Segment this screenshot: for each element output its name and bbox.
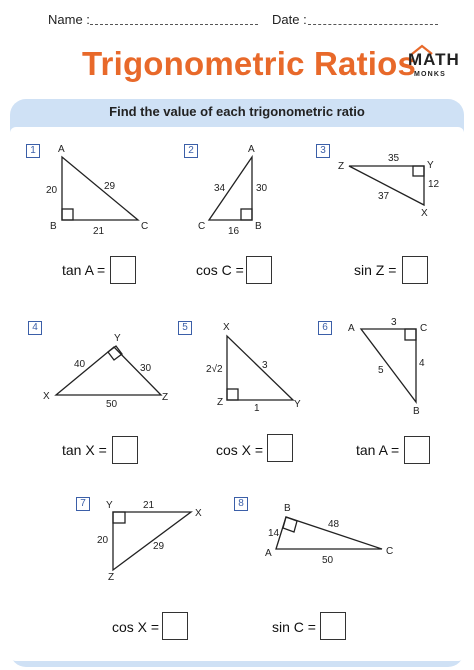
vertex-label: X: [421, 208, 428, 219]
vertex-label: C: [198, 221, 206, 232]
math-monks-logo: [408, 44, 458, 82]
side-label: 50: [322, 555, 334, 566]
problem-number-4: 4: [28, 321, 42, 335]
side-label: 2√2: [206, 364, 223, 375]
answer-box-5[interactable]: [267, 434, 293, 462]
side-label: 4: [419, 358, 425, 369]
vertex-label: X: [195, 508, 202, 519]
vertex-label: A: [58, 144, 65, 155]
worksheet-area: [10, 127, 464, 661]
answer-box-1[interactable]: [110, 256, 136, 284]
problem-number-3: 3: [316, 144, 330, 158]
side-label: 37: [378, 191, 390, 202]
vertex-label: Z: [338, 161, 345, 172]
problem-number-1: 1: [26, 144, 40, 158]
vertex-label: Y: [114, 333, 121, 344]
side-label: 29: [104, 181, 116, 192]
vertex-label: B: [50, 221, 57, 232]
side-label: 21: [143, 500, 155, 511]
question-6: tan A =: [356, 442, 400, 458]
side-label: 34: [214, 183, 226, 194]
vertex-label: C: [420, 323, 428, 334]
logo-word: MATH: [408, 50, 460, 69]
vertex-label: X: [223, 322, 230, 333]
question-2: cos C =: [196, 262, 244, 278]
vertex-label: A: [248, 144, 255, 155]
side-label: 12: [428, 179, 440, 190]
side-label: 50: [106, 399, 118, 410]
date-field[interactable]: [308, 24, 438, 25]
problem-number-7: 7: [76, 497, 90, 511]
question-1: tan A =: [62, 262, 106, 278]
vertex-label: Y: [427, 160, 434, 171]
side-label: 3: [262, 360, 268, 371]
header: [0, 10, 474, 32]
side-label: 1: [254, 403, 260, 414]
question-7: cos X =: [112, 619, 160, 635]
date-label: Date :: [272, 12, 307, 27]
vertex-label: A: [265, 548, 272, 559]
logo-sub: MONKS: [414, 71, 447, 78]
answer-box-4[interactable]: [112, 436, 138, 464]
side-label: 5: [378, 365, 384, 376]
problem-number-2: 2: [184, 144, 198, 158]
side-label: 20: [46, 185, 58, 196]
name-label: Name :: [48, 12, 90, 27]
side-label: 29: [153, 541, 165, 552]
instruction: Find the value of each trigonometric ratio: [109, 104, 365, 119]
problem-number-8: 8: [234, 497, 248, 511]
vertex-label: Y: [294, 399, 301, 410]
vertex-label: B: [413, 406, 420, 417]
vertex-label: A: [348, 323, 355, 334]
name-field[interactable]: [90, 24, 258, 25]
answer-box-2[interactable]: [246, 256, 272, 284]
side-label: 3: [391, 317, 397, 328]
page-title: Trigonometric Ratios: [82, 45, 417, 82]
answer-box-7[interactable]: [162, 612, 188, 640]
question-5: cos X =: [216, 442, 264, 458]
vertex-label: B: [284, 503, 291, 514]
answer-box-6[interactable]: [404, 436, 430, 464]
vertex-label: Y: [106, 500, 113, 511]
vertex-label: Z: [108, 572, 115, 583]
vertex-label: C: [386, 546, 394, 557]
answer-box-3[interactable]: [402, 256, 428, 284]
problem-number-6: 6: [318, 321, 332, 335]
problem-number-5: 5: [178, 321, 192, 335]
vertex-label: X: [43, 391, 50, 402]
answer-box-8[interactable]: [320, 612, 346, 640]
side-label: 14: [268, 528, 280, 539]
vertex-label: C: [141, 221, 149, 232]
side-label: 48: [328, 519, 340, 530]
question-8: sin C =: [272, 619, 316, 635]
question-4: tan X =: [62, 442, 107, 458]
vertex-label: Z: [162, 392, 169, 403]
side-label: 30: [140, 363, 152, 374]
side-label: 30: [256, 183, 268, 194]
vertex-label: Z: [217, 397, 224, 408]
vertex-label: B: [255, 221, 262, 232]
side-label: 21: [93, 226, 105, 237]
question-3: sin Z =: [354, 262, 397, 278]
side-label: 16: [228, 226, 240, 237]
side-label: 40: [74, 359, 86, 370]
side-label: 20: [97, 535, 109, 546]
side-label: 35: [388, 153, 400, 164]
